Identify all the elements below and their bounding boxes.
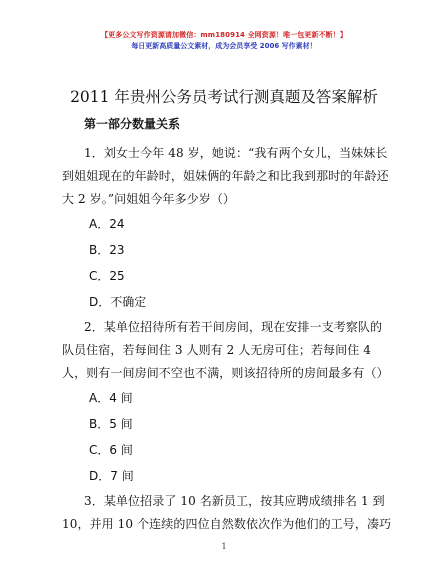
question-2-option-c: C．6 间 bbox=[89, 443, 133, 457]
question-3-line-1: 3．某单位招录了 10 名新员工，按其应聘成绩排名 1 到 bbox=[84, 494, 385, 508]
question-2-line-3: 人，则有一间房间不空也不满，则该招待所的房间最多有（） bbox=[62, 366, 389, 380]
question-1-option-c: C．25 bbox=[89, 269, 125, 283]
page-number: 1 bbox=[221, 542, 227, 551]
question-1-option-d: D．不确定 bbox=[89, 295, 147, 309]
question-1-line-1: 1．刘女士今年 48 岁，她说：“我有两个女儿，当妹妹长 bbox=[84, 146, 388, 160]
question-2-option-a: A．4 间 bbox=[89, 391, 133, 405]
document-title: 2011 年贵州公务员考试行测真题及答案解析 bbox=[70, 88, 378, 106]
question-2-line-2: 队员住宿，若每间住 3 人则有 2 人无房可住；若每间住 4 bbox=[62, 343, 371, 357]
question-2-option-d: D．7 间 bbox=[89, 469, 134, 483]
question-2-option-b: B．5 间 bbox=[89, 417, 133, 431]
question-1-option-a: A．24 bbox=[89, 217, 125, 231]
question-1-line-3: 大 2 岁。”问姐姐今年多少岁（） bbox=[62, 192, 236, 206]
question-1-option-b: B．23 bbox=[89, 243, 125, 257]
section-heading: 第一部分数量关系 bbox=[84, 117, 181, 131]
promo-banner-line-2: 每日更新高质量公文素材，成为会员享受 2006 写作素材！ bbox=[131, 42, 317, 50]
question-2-line-1: 2．某单位招待所有若干间房间，现在安排一支考察队的 bbox=[84, 320, 383, 334]
question-1-line-2: 到姐姐现在的年龄时，姐妹俩的年龄之和比我到那时的年龄还 bbox=[62, 169, 389, 183]
question-3-line-2: 10，并用 10 个连续的四位自然数依次作为他们的工号，凑巧 bbox=[62, 517, 392, 531]
promo-banner-line-1: 【更多公文写作资源请加微信：mm180914 全网资源！唯一包更新不断！】 bbox=[101, 31, 347, 39]
